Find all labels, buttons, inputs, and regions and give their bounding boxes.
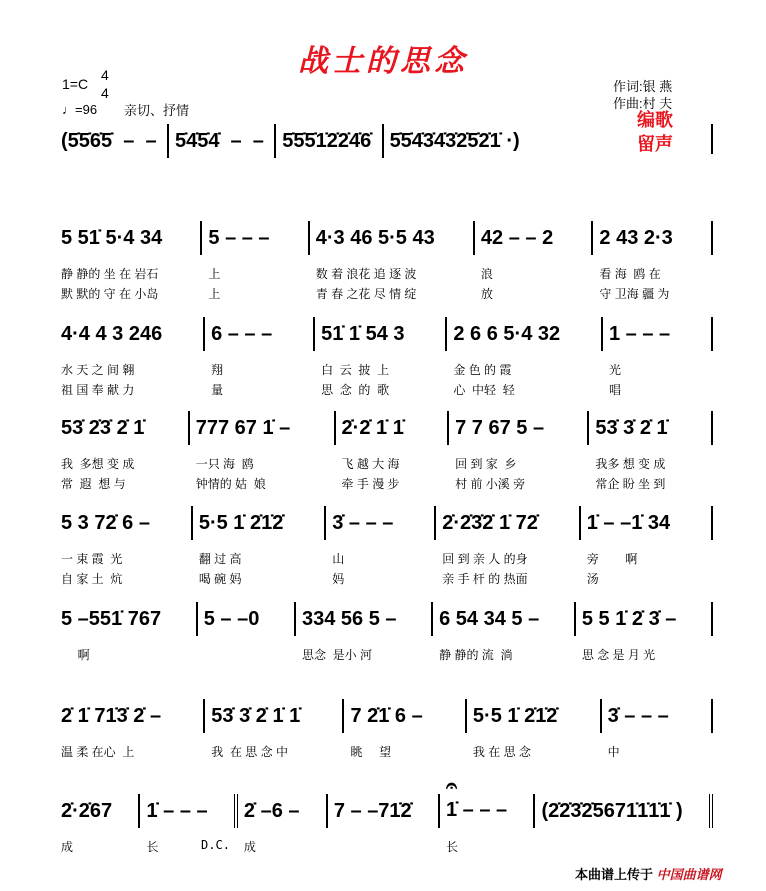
notes: 2̇·2̇67 — [61, 800, 113, 822]
lyric-verse-2: 唱 — [608, 383, 621, 397]
lyricist-credit: 作词:银 燕 — [613, 79, 673, 94]
notes: 2̇·2̇ 1̇ 1̇ — [341, 417, 404, 439]
measure — [535, 794, 713, 828]
measure — [581, 506, 713, 586]
lyric-verse-1: 回 到 家 乡 — [455, 457, 517, 471]
measure — [384, 124, 530, 158]
notes: 5·5 1̇ 2̇1̇2̇ — [472, 705, 558, 727]
lyric-verse-2: 汤 — [586, 572, 599, 586]
notes: 5 –551̇ 767 — [61, 608, 162, 630]
notes: 1̇ – –1̇ 34 — [586, 512, 671, 534]
notes: 5̇5̇4̇3̇4̇3̇2̇5̇2̇1̇ ·) — [389, 130, 520, 152]
lyric-verse-1: 浪 — [480, 267, 493, 281]
lyric-verse-2: 思 念 的 歌 — [321, 383, 390, 397]
notes: 5 3 72̇ 6 – — [61, 512, 150, 534]
lyric-verse-1: 啊 — [61, 648, 90, 662]
lyric-verse-1: 旁 啊 — [586, 552, 638, 566]
lyric-verse-1: 思 念 是 月 光 — [581, 648, 656, 662]
notes: 3̇ – – – — [607, 705, 669, 727]
key-signature: 1=C — [62, 76, 89, 92]
notes: 42 – – 2 — [480, 227, 554, 249]
measure — [55, 602, 198, 662]
lyric-verse-1: 成 — [243, 840, 256, 854]
lyric-verse-1: 翔 — [211, 363, 224, 377]
measure — [449, 411, 589, 491]
measure — [589, 411, 713, 491]
notes: 2̇·2̇3̇2̇ 1̇ 72̇ — [442, 512, 538, 534]
measure — [576, 602, 713, 662]
measure — [169, 124, 276, 158]
notes: 5 – –0 — [203, 608, 260, 630]
notes: 5̇4̇5̇4̇ – – — [174, 130, 264, 152]
footer-brand-logo[interactable]: 中国曲谱网 — [656, 867, 722, 882]
tempo-marking: ♩=96 — [62, 102, 98, 117]
measure — [55, 221, 202, 301]
notes: 1̇ – – – — [146, 800, 208, 822]
lyric-verse-2: 常企 盼 坐 到 — [595, 477, 666, 491]
measure — [440, 775, 535, 854]
notes: 5 – – – — [208, 227, 270, 249]
measure — [55, 699, 205, 759]
lyric-verse-1: 我 在 思 念 中 — [211, 745, 288, 759]
lyric-verse-1: 数 着 浪花 追 逐 波 — [315, 267, 417, 281]
measures — [55, 317, 713, 397]
notes: 6 – – – — [211, 323, 273, 345]
lyric-verse-1: 静 静的 流 淌 — [439, 648, 513, 662]
measure — [593, 221, 713, 301]
notes: 6 54 34 5 – — [439, 608, 540, 630]
measure — [55, 124, 169, 158]
score-line — [55, 124, 530, 194]
measure — [190, 411, 336, 491]
lyric-verse-1: 静 静的 坐 在 岩石 — [61, 267, 159, 281]
notes: 53̇ 2̇3̇ 2̇ 1̇ — [61, 417, 145, 439]
da-capo-marking: D.C. — [201, 838, 230, 852]
time-signature — [101, 66, 109, 102]
lyric-verse-1: 一 束 霞 光 — [61, 552, 123, 566]
measures — [55, 602, 713, 662]
measures — [55, 221, 713, 301]
notes: 5̇5̇5̇1̇2̇2̇4̇6̇ — [282, 130, 372, 152]
score-line — [55, 317, 713, 397]
song-title: 战士的思念 — [298, 44, 468, 79]
lyric-verse-1: 翻 过 高 — [198, 552, 242, 566]
measure — [205, 317, 315, 397]
lyric-verse-1: 山 — [332, 552, 345, 566]
footer-text: 本曲谱上传于 — [575, 867, 654, 882]
lyric-verse-2: 村 前 小溪 旁 — [455, 477, 526, 491]
notes: 4·4 4 3 246 — [61, 323, 163, 345]
measure — [315, 317, 447, 397]
lyric-verse-1: 中 — [607, 745, 620, 759]
lyric-verse-1: 思念 是小 河 — [301, 648, 372, 662]
score-line — [55, 506, 713, 586]
lyric-verse-1: 我 在 思 念 — [472, 745, 531, 759]
lyric-verse-1: 看 海 鸥 在 — [599, 267, 661, 281]
lyric-verse-2: 量 — [211, 383, 224, 397]
lyric-verse-1: 我 多想 变 成 — [61, 457, 135, 471]
measure — [336, 411, 450, 491]
measure — [447, 317, 603, 397]
measure — [55, 506, 193, 586]
measure — [55, 411, 190, 491]
measure — [310, 221, 475, 301]
notes: 51̇ 1̇ 54 3 — [321, 323, 405, 345]
lyric-verse-2: 祖 国 奉 献 力 — [61, 383, 135, 397]
measure — [467, 699, 602, 759]
lyric-verse-2: 放 — [480, 287, 493, 301]
footer — [575, 864, 722, 883]
notes: 4·3 46 5·5 43 — [315, 227, 435, 249]
lyric-verse-2: 心 中轻 轻 — [453, 383, 515, 397]
composer-credit: 作曲:村 夫 — [613, 96, 673, 111]
notes: (2̇2̇3̇2̇5671̇1̇1̇1̇ ) — [541, 800, 683, 822]
score-line — [55, 699, 713, 769]
measure — [603, 317, 713, 397]
lyric-verse-2: 上 — [208, 287, 221, 301]
notes: 5·5 1̇ 2̇1̇2̇ — [198, 512, 284, 534]
measures — [55, 124, 530, 158]
lyric-verse-2: 守 卫海 疆 为 — [599, 287, 670, 301]
measure — [344, 699, 466, 759]
lyric-verse-1: 金 色 的 霞 — [453, 363, 512, 377]
notes: 777 67 1̇ – — [195, 417, 291, 439]
score-line — [55, 221, 713, 301]
measures — [55, 775, 713, 854]
lyric-verse-1: 回 到 亲 人 的身 — [442, 552, 528, 566]
notes: 1 – – – — [608, 323, 671, 345]
measure — [436, 506, 581, 586]
notes: (5̇5̇6̇5̇ – – — [61, 130, 157, 152]
notes: 2 6 6 5·4 32 — [453, 323, 561, 345]
lyric-verse-1: 白 云 披 上 — [321, 363, 390, 377]
score-line — [55, 411, 713, 491]
lyric-verse-1: 长 — [445, 840, 458, 854]
notes: 3̇ – – – — [332, 512, 394, 534]
lyric-verse-2: 常 遐 想 与 — [61, 477, 126, 491]
measure — [602, 699, 713, 759]
measures — [55, 506, 713, 586]
lyric-verse-1: 光 — [608, 363, 621, 377]
notes: 𝄐 1̇ – – – — [445, 775, 508, 821]
score-line — [55, 602, 713, 672]
lyric-verse-1: 飞 越 大 海 — [341, 457, 400, 471]
lyric-verse-1: 成 — [61, 840, 74, 854]
time-bottom: 4 — [101, 85, 109, 101]
measure — [326, 506, 436, 586]
notes: 2̇ –6 – — [243, 800, 300, 822]
expression-marking: 亲切、抒情 — [124, 103, 190, 118]
time-top: 4 — [101, 67, 109, 83]
lyric-verse-1: 眺 望 — [350, 745, 392, 759]
measures — [55, 411, 713, 491]
measure — [55, 794, 140, 854]
lyric-verse-2: 青 春 之花 尽 情 绽 — [315, 287, 417, 301]
notes: 53̇ 3̇ 2̇ 1̇ — [595, 417, 668, 439]
measure — [202, 221, 309, 301]
measures — [55, 699, 713, 759]
notes: 334 56 5 – — [301, 608, 397, 630]
measure — [55, 317, 205, 397]
notes: 5 5 1̇ 2̇ 3̇ – — [581, 608, 677, 630]
notes: 7 2̇1̇ 6 – — [350, 705, 423, 727]
measure — [198, 602, 296, 636]
notes: 2 43 2·3 — [599, 227, 673, 249]
lyric-verse-2: 钟情的 姑 娘 — [195, 477, 266, 491]
notes: 2̇ 1̇ 71̇3̇ 2̇ – — [61, 705, 162, 727]
measure — [276, 124, 383, 158]
lyric-verse-2: 自 家 土 炕 — [61, 572, 123, 586]
lyric-verse-2: 喝 碗 妈 — [198, 572, 242, 586]
bar-line — [711, 124, 713, 154]
lyric-verse-1: 一只 海 鸥 — [195, 457, 254, 471]
measure — [238, 794, 328, 854]
notes: 5 51̇ 5·4 34 — [61, 227, 163, 249]
lyric-verse-1: 水 天 之 间 翱 — [61, 363, 135, 377]
lyric-verse-2: 默 默的 守 在 小岛 — [61, 287, 159, 301]
lyric-verse-1: 上 — [208, 267, 221, 281]
notes: 7 7 67 5 – — [455, 417, 545, 439]
measure — [193, 506, 326, 586]
notes: 7 – –71̇2̇ — [333, 800, 412, 822]
measure — [328, 794, 440, 828]
notes: 53̇ 3̇ 2̇ 1̇ 1̇ — [211, 705, 301, 727]
seal-stamp: 编歌 留声 — [637, 110, 673, 154]
lyric-verse-2: 妈 — [332, 572, 345, 586]
score-line — [55, 775, 713, 864]
lyric-verse-2: 亲 手 杆 的 热面 — [442, 572, 528, 586]
measure — [433, 602, 576, 662]
lyric-verse-1: 长 — [146, 840, 159, 854]
measure — [205, 699, 344, 759]
measure — [475, 221, 593, 301]
measure — [140, 794, 237, 854]
lyric-verse-1: 温 柔 在心 上 — [61, 745, 135, 759]
lyric-verse-2: 牵 手 漫 步 — [341, 477, 400, 491]
lyric-verse-1: 我多 想 变 成 — [595, 457, 666, 471]
measure — [296, 602, 433, 662]
